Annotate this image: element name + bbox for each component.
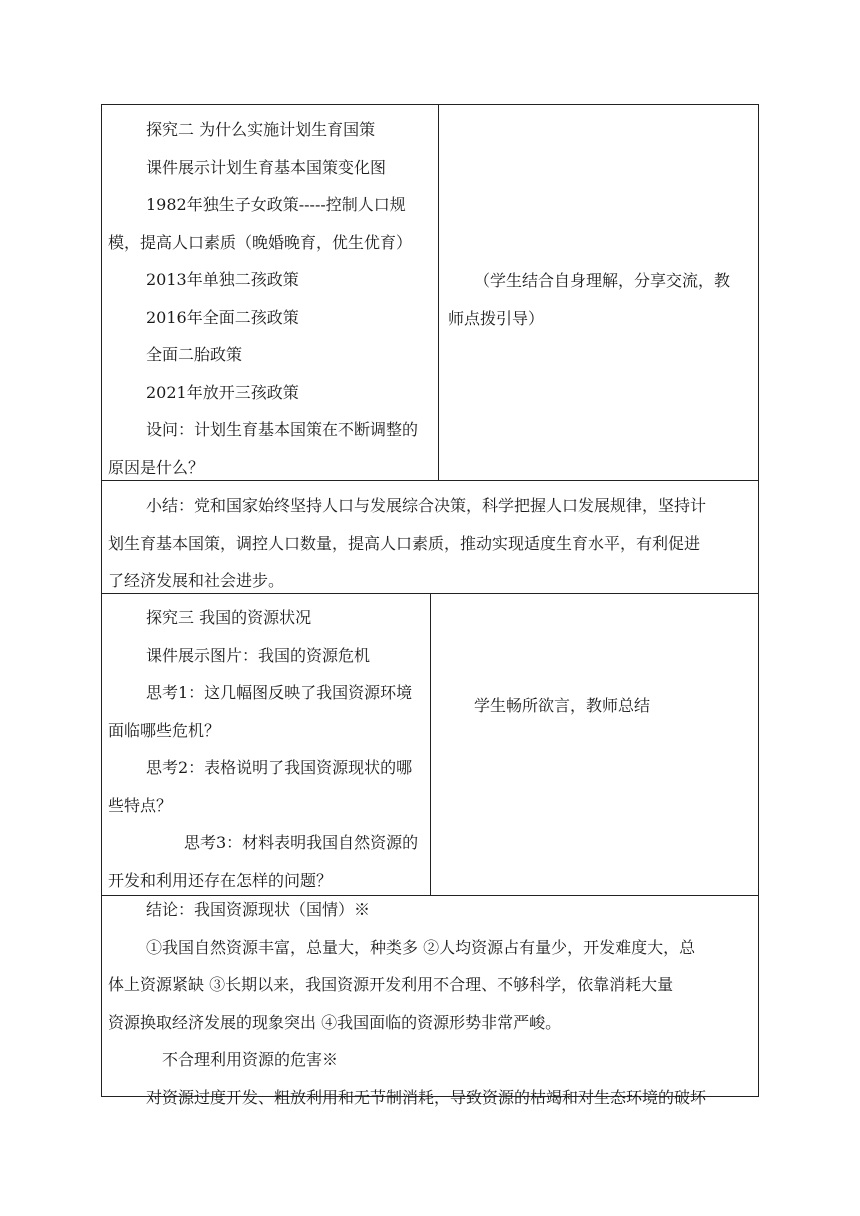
- think2-line2: 些特点？: [108, 795, 173, 815]
- section3-title: 探究三 我国的资源状况: [146, 608, 312, 627]
- section2-courseware: 课件展示计划生育基本国策变化图: [146, 157, 387, 177]
- section2-question-line2: 原因是什么？: [108, 457, 205, 477]
- section3-courseware: 课件展示图片：我国的资源危机: [146, 645, 371, 665]
- think3-line1: 思考3：材料表明我国自然资源的: [184, 833, 419, 852]
- policy-2016: 2016年全面二孩政策: [146, 307, 299, 327]
- section2-student-activity-line2: 师点拨引导）: [448, 308, 545, 328]
- lesson-table: [101, 104, 759, 1107]
- policy-full-second-child: 全面二胎政策: [146, 345, 243, 364]
- summary-cell: [102, 487, 760, 600]
- column-divider: [430, 593, 431, 895]
- section2-left-cell: [102, 111, 438, 486]
- harm-title: 不合理利用资源的危害※: [162, 1050, 339, 1069]
- policy-1982-line2: 模，提高人口素质（晚婚晚育，优生优育）: [108, 232, 413, 252]
- conclusion-line2: 体上资源紧缺 ③长期以来，我国资源开发利用不合理、不够科学，依靠消耗大量: [108, 975, 674, 994]
- section3-student-activity: 学生畅所欲言，教师总结: [474, 696, 651, 715]
- section2-title: 探究二 为什么实施计划生育国策: [146, 120, 376, 139]
- summary-line3: 了经济发展和社会进步。: [108, 571, 285, 590]
- section2-question-line1: 设问：计划生育基本国策在不断调整的: [146, 420, 419, 439]
- think1-line2: 面临哪些危机？: [108, 720, 221, 740]
- think2-line1: 思考2：表格说明了我国资源现状的哪: [146, 758, 413, 777]
- policy-2013: 2013年单独二孩政策: [146, 270, 299, 289]
- conclusion-title: 结论：我国资源现状（国情）※: [146, 900, 371, 919]
- conclusion-line3: 资源换取经济发展的现象突出 ④我国面临的资源形势非常严峻。: [108, 1012, 562, 1032]
- policy-2021: 2021年放开三孩政策: [146, 382, 299, 402]
- section2-student-activity-line1: （学生结合自身理解，分享交流，教: [474, 271, 731, 290]
- think3-line2: 开发和利用还存在怎样的问题？: [108, 870, 333, 890]
- think1-line1: 思考1：这几幅图反映了我国资源环境: [146, 683, 413, 702]
- section3-right-cell: [431, 687, 760, 725]
- conclusion-cell: [102, 891, 760, 1116]
- conclusion-line1: ①我国自然资源丰富，总量大，种类多 ②人均资源占有量少，开发难度大，总: [146, 937, 696, 957]
- section2-right-cell: [439, 262, 760, 337]
- harm-line: 对资源过度开发、粗放利用和无节制消耗，导致资源的枯竭和对生态环境的破坏: [146, 1087, 707, 1107]
- section3-left-cell: [102, 599, 430, 899]
- summary-line1: 小结：党和国家始终坚持人口与发展综合决策，科学把握人口发展规律，坚持计: [146, 496, 707, 515]
- policy-1982-line1: 1982年独生子女政策-----控制人口规: [146, 195, 406, 214]
- summary-line2: 划生育基本国策，调控人口数量，提高人口素质，推动实现适度生育水平，有利促进: [108, 533, 701, 553]
